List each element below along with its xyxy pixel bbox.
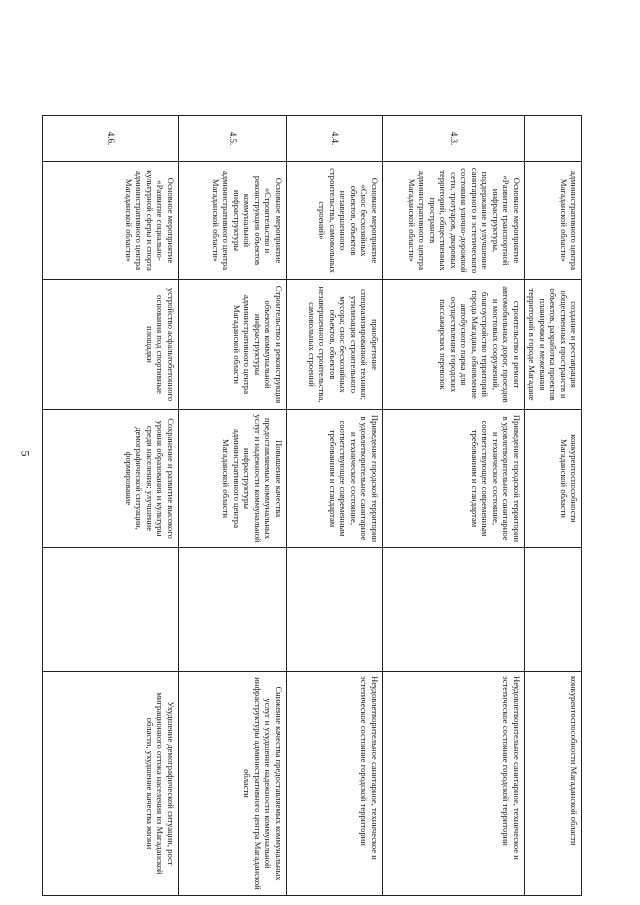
activity-cell: Основное мероприятие «Снос бесхозяйных объектов, объектов незавершенного строительства, самовольных строений» bbox=[286, 162, 382, 280]
blank-cell bbox=[382, 548, 524, 672]
row-number bbox=[524, 116, 581, 162]
table-row bbox=[382, 116, 524, 896]
consequence-cell: Неудовлетворительное санитарное, техническое и эстетическое состояние городской территории bbox=[286, 672, 382, 896]
row-number: 4.6. bbox=[42, 116, 178, 162]
result-cell: Повышение качества предоставляемых коммунальных услуг и надежности коммунальной инфраструктуры административного центра Магаданской области bbox=[178, 410, 286, 548]
row-number: 4.3. bbox=[382, 116, 524, 162]
program-measures-table bbox=[42, 115, 582, 896]
result-cell: Приведение городской территории в удовлетворительное санитарное и техническое состояние, соответствующее современным требованиям и стандартам bbox=[286, 410, 382, 548]
blank-cell bbox=[286, 548, 382, 672]
measures-cell: приобретение специализированной техники; утилизация строительного мусора; снос бесхозяйных объектов, объектов незавершенного строительства, самовольных строений bbox=[286, 280, 382, 410]
activity-cell: Основное мероприятие «Развитие транспортной инфраструктуры, поддержание и улучшение санитарного и эстетического состояния улично-дорожной сети, тротуаров, дворовых территорий, общественных пространств административного центра Магаданской области» bbox=[382, 162, 524, 280]
consequence-cell: Ухудшение демографической ситуации, рост миграционного оттока населения из Магаданской области, ухудшение качества жизни bbox=[42, 672, 178, 896]
result-cell: Сохранение и развитие высокого уровня образования и культуры среди населения; улучшение демографической ситуации, формирование bbox=[42, 410, 178, 548]
activity-cell: Основное мероприятие «Строительство и реконструкция объектов коммунальной инфраструктуры административного центра Магаданской области» bbox=[178, 162, 286, 280]
table-row bbox=[42, 116, 178, 896]
page-number: 5 bbox=[18, 450, 33, 457]
result-cell: конкурентоспособности Магаданской области bbox=[524, 410, 581, 548]
blank-cell bbox=[524, 548, 581, 672]
table-row bbox=[524, 116, 581, 896]
consequence-cell: конкурентоспособности Магаданской области bbox=[524, 672, 581, 896]
measures-cell: строительство и ремонт автомобильных дорог, проездов и мостовых сооружений, благоустройство территорий города Магадана, обновление автобусного парка для осуществления городских пассажирских перевозок bbox=[382, 280, 524, 410]
consequence-cell: Снижение качества предоставляемых коммунальных услуг и ухудшение надежности коммунальной инфраструктуры административного центра Магаданской области bbox=[178, 672, 286, 896]
result-cell: Приведение городской территории в удовлетворительное санитарное и техническое состояние, соответствующее современным требованиям и стандартам bbox=[382, 410, 524, 548]
measures-cell: создание и реставрация общественных пространств и объектов, разработка проектов планировки и межевания территорий в городе Магадане bbox=[524, 280, 581, 410]
activity-cell: Основное мероприятие «Развитие социально-культурной сферы и спорта административного центра Магаданской области» bbox=[42, 162, 178, 280]
consequence-cell: Неудовлетворительное санитарное, техническое и эстетическое состояние городской территории bbox=[382, 672, 524, 896]
blank-cell bbox=[42, 548, 178, 672]
measures-cell: устройство асфальтобетонного основания под спортивные площадки bbox=[42, 280, 178, 410]
table-row bbox=[286, 116, 382, 896]
row-number: 4.5. bbox=[178, 116, 286, 162]
measures-cell: Строительство и реконструкция объектов коммунальной инфраструктуры административного центра Магаданской области bbox=[178, 280, 286, 410]
table-row bbox=[178, 116, 286, 896]
row-number: 4.4. bbox=[286, 116, 382, 162]
blank-cell bbox=[178, 548, 286, 672]
rotated-table-wrapper bbox=[60, 115, 582, 895]
activity-cell: административного центра Магаданской области» bbox=[524, 162, 581, 280]
